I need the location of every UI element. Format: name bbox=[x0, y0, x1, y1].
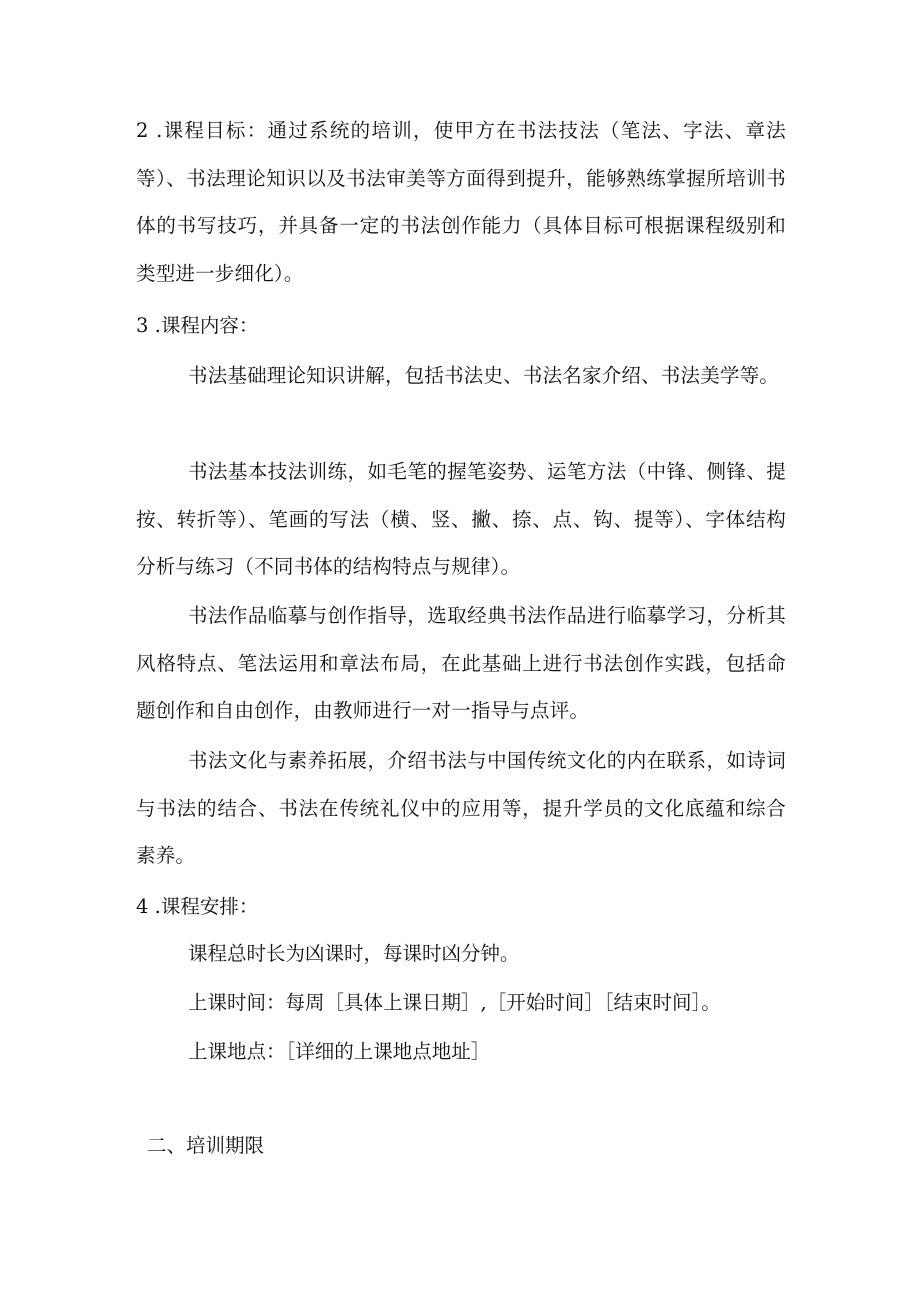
course-objective-text: .课程目标：通过系统的培训，使甲方在书法技法（笔法、字法、章法等）、书法理论知识以及书法审美等方面得到提升，能够熟练掌握所培训书体的书写技巧，并具备一定的书法创作能力（具体目标可根据课程级别和类型进一步细化）。 bbox=[136, 119, 786, 285]
course-schedule-heading bbox=[136, 883, 786, 931]
course-content-heading bbox=[136, 302, 786, 350]
chapter-heading-training-period: 二、培训期限 bbox=[147, 1134, 265, 1157]
section-number: 3 bbox=[136, 314, 149, 337]
content-paragraph-theory: 书法基础理论知识讲解，包括书法史、书法名家介绍、书法美学等。 bbox=[188, 364, 780, 387]
section-number: 4 bbox=[136, 895, 149, 918]
course-schedule-heading-text: .课程安排： bbox=[154, 895, 259, 918]
content-paragraph-culture: 书法文化与素养拓展，介绍书法与中国传统文化的内在联系，如诗词与书法的结合、书法在传统礼仪中的应用等，提升学员的文化底蕴和综合素养。 bbox=[136, 749, 786, 867]
section-number: 2 bbox=[136, 119, 149, 142]
schedule-location-line: 上课地点：［详细的上课地点地址］ bbox=[188, 1040, 491, 1063]
content-paragraph-technique: 书法基本技法训练，如毛笔的握笔姿势、运笔方法（中锋、侧锋、提按、转折等）、笔画的写法（横、竖、撇、捺、点、钩、提等）、字体结构分析与练习（不同书体的结构特点与规律）。 bbox=[136, 460, 786, 578]
schedule-time-line: 上课时间：每周［具体上课日期］,［开始时间］［结束时间］。 bbox=[188, 991, 721, 1014]
schedule-duration-line: 课程总时长为凶课时，每课时凶分钟。 bbox=[188, 942, 520, 965]
course-objective-paragraph bbox=[136, 107, 786, 297]
course-content-heading-text: .课程内容： bbox=[154, 314, 259, 337]
content-paragraph-copying: 书法作品临摹与创作指导，选取经典书法作品进行临摹学习，分析其风格特点、笔法运用和章法布局，在此基础上进行书法创作实践，包括命题创作和自由创作，由教师进行一对一指导与点评。 bbox=[136, 604, 786, 722]
